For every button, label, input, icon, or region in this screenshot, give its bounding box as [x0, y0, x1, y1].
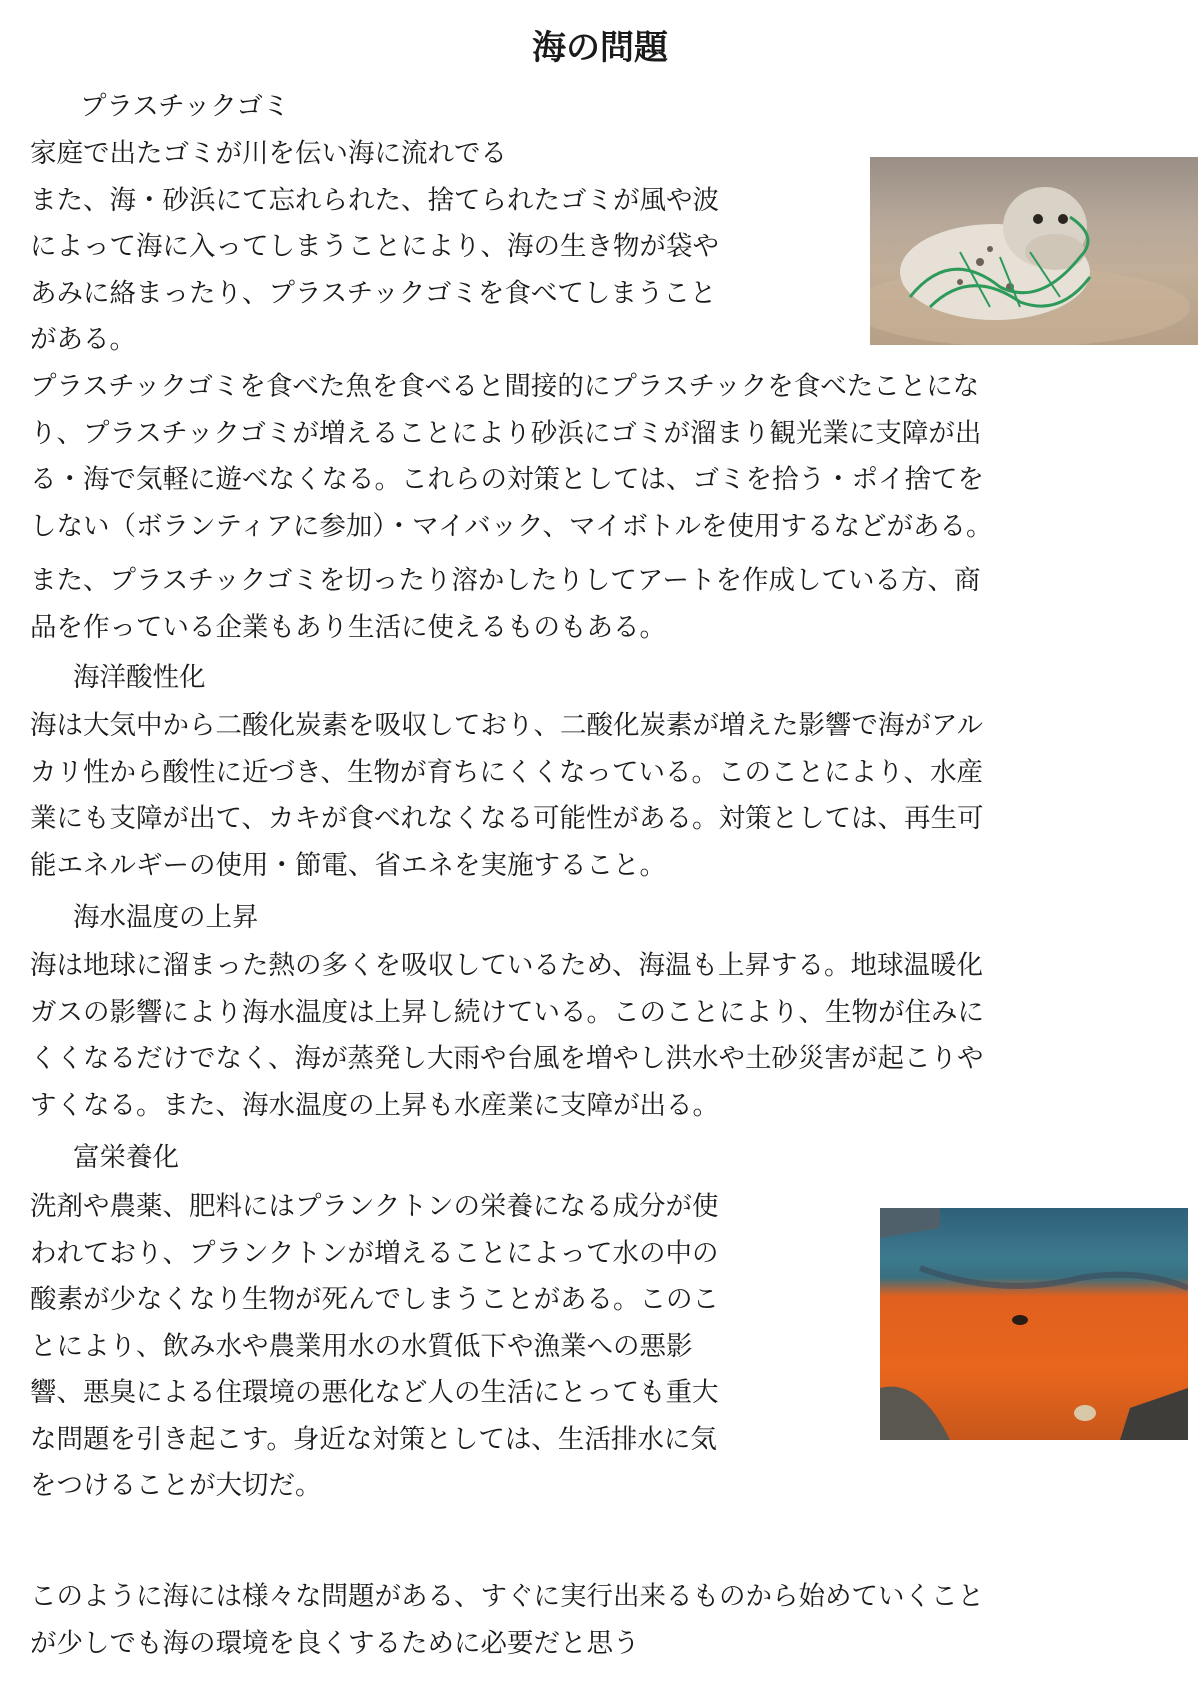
- text-line: くくなるだけでなく、海が蒸発し大雨や台風を増やし洪水や土砂災害が起こりや: [30, 1043, 984, 1074]
- text-line: 海は地球に溜まった熱の多くを吸収しているため、海温も上昇する。地球温暖化: [30, 950, 983, 981]
- text-line: がある。: [30, 324, 136, 355]
- text-line: をつけることが大切だ。: [30, 1470, 322, 1501]
- text-line: また、プラスチックゴミを切ったり溶かしたりしてアートを作成している方、商: [30, 565, 981, 596]
- text-line: われており、プランクトンが増えることによって水の中の: [30, 1237, 719, 1269]
- heading-plastic: プラスチックゴミ: [80, 91, 290, 122]
- text-line: また、海・砂浜にて忘れられた、捨てられたゴミが風や波: [30, 184, 719, 216]
- plastic-paragraph-3: [30, 558, 981, 651]
- plastic-paragraph-2: [30, 364, 992, 550]
- text-line: が少しでも海の環境を良くするために必要だと思う: [30, 1627, 640, 1659]
- text-line: このように海には様々な問題がある、すぐに実行出来るものから始めていくこと: [30, 1581, 984, 1612]
- heading-acidification: 海洋酸性化: [73, 662, 206, 693]
- conclusion-paragraph: [30, 1574, 984, 1667]
- text-line: 洗剤や農薬、肥料にはプランクトンの栄養になる成分が使: [30, 1191, 719, 1222]
- eutrophication-paragraph: [30, 1184, 719, 1510]
- text-line: 海は大気中から二酸化炭素を吸収しており、二酸化炭素が増えた影響で海がアル: [30, 710, 983, 741]
- text-line: 家庭で出たゴミが川を伝い海に流れでる: [30, 138, 507, 169]
- text-line: すくなる。また、海水温度の上昇も水産業に支障が出る。: [30, 1089, 719, 1121]
- text-line: とにより、飲み水や農業用水の水質低下や漁業への悪影: [30, 1330, 693, 1362]
- text-line: 品を作っている企業もあり生活に使えるものもある。: [30, 611, 666, 643]
- text-line: あみに絡まったり、プラスチックゴミを食べてしまうこと: [30, 277, 717, 309]
- text-line: しない（ボランティアに参加）・マイバック、マイボトルを使用するなどがある。: [30, 510, 993, 542]
- page-title: 海の問題: [532, 28, 668, 68]
- text-line: 響、悪臭による住環境の悪化など人の生活にとっても重大: [30, 1377, 719, 1408]
- text-line: 業にも支障が出て、カキが食べれなくなる可能性がある。対策としては、再生可: [30, 803, 984, 834]
- text-line: り、プラスチックゴミが増えることにより砂浜にゴミが溜まり観光業に支障が出: [30, 417, 982, 449]
- acidification-paragraph: [30, 703, 983, 889]
- temperature-paragraph: [30, 943, 984, 1129]
- seal-in-net-photo: [870, 157, 1198, 345]
- text-line: によって海に入ってしまうことにより、海の生き物が袋や: [30, 231, 719, 262]
- text-line: 酸素が少なくなり生物が死んでしまうことがある。このこ: [30, 1284, 719, 1315]
- text-line: る・海で気軽に遊べなくなる。これらの対策としては、ゴミを拾う・ポイ捨てを: [30, 464, 984, 495]
- text-line: プラスチックゴミを食べた魚を食べると間接的にプラスチックを食べたことにな: [30, 371, 980, 402]
- red-tide-water-photo: [880, 1208, 1188, 1440]
- heading-temperature: 海水温度の上昇: [73, 902, 259, 933]
- text-line: な問題を引き起こす。身近な対策としては、生活排水に気: [30, 1423, 717, 1455]
- text-line: 能エネルギーの使用・節電、省エネを実施すること。: [30, 849, 666, 881]
- heading-eutrophication: 富栄養化: [73, 1142, 179, 1173]
- plastic-paragraph-1: [30, 131, 719, 364]
- text-line: カリ性から酸性に近づき、生物が育ちにくくなっている。このことにより、水産: [30, 756, 983, 788]
- text-line: ガスの影響により海水温度は上昇し続けている。このことにより、生物が住みに: [30, 996, 984, 1028]
